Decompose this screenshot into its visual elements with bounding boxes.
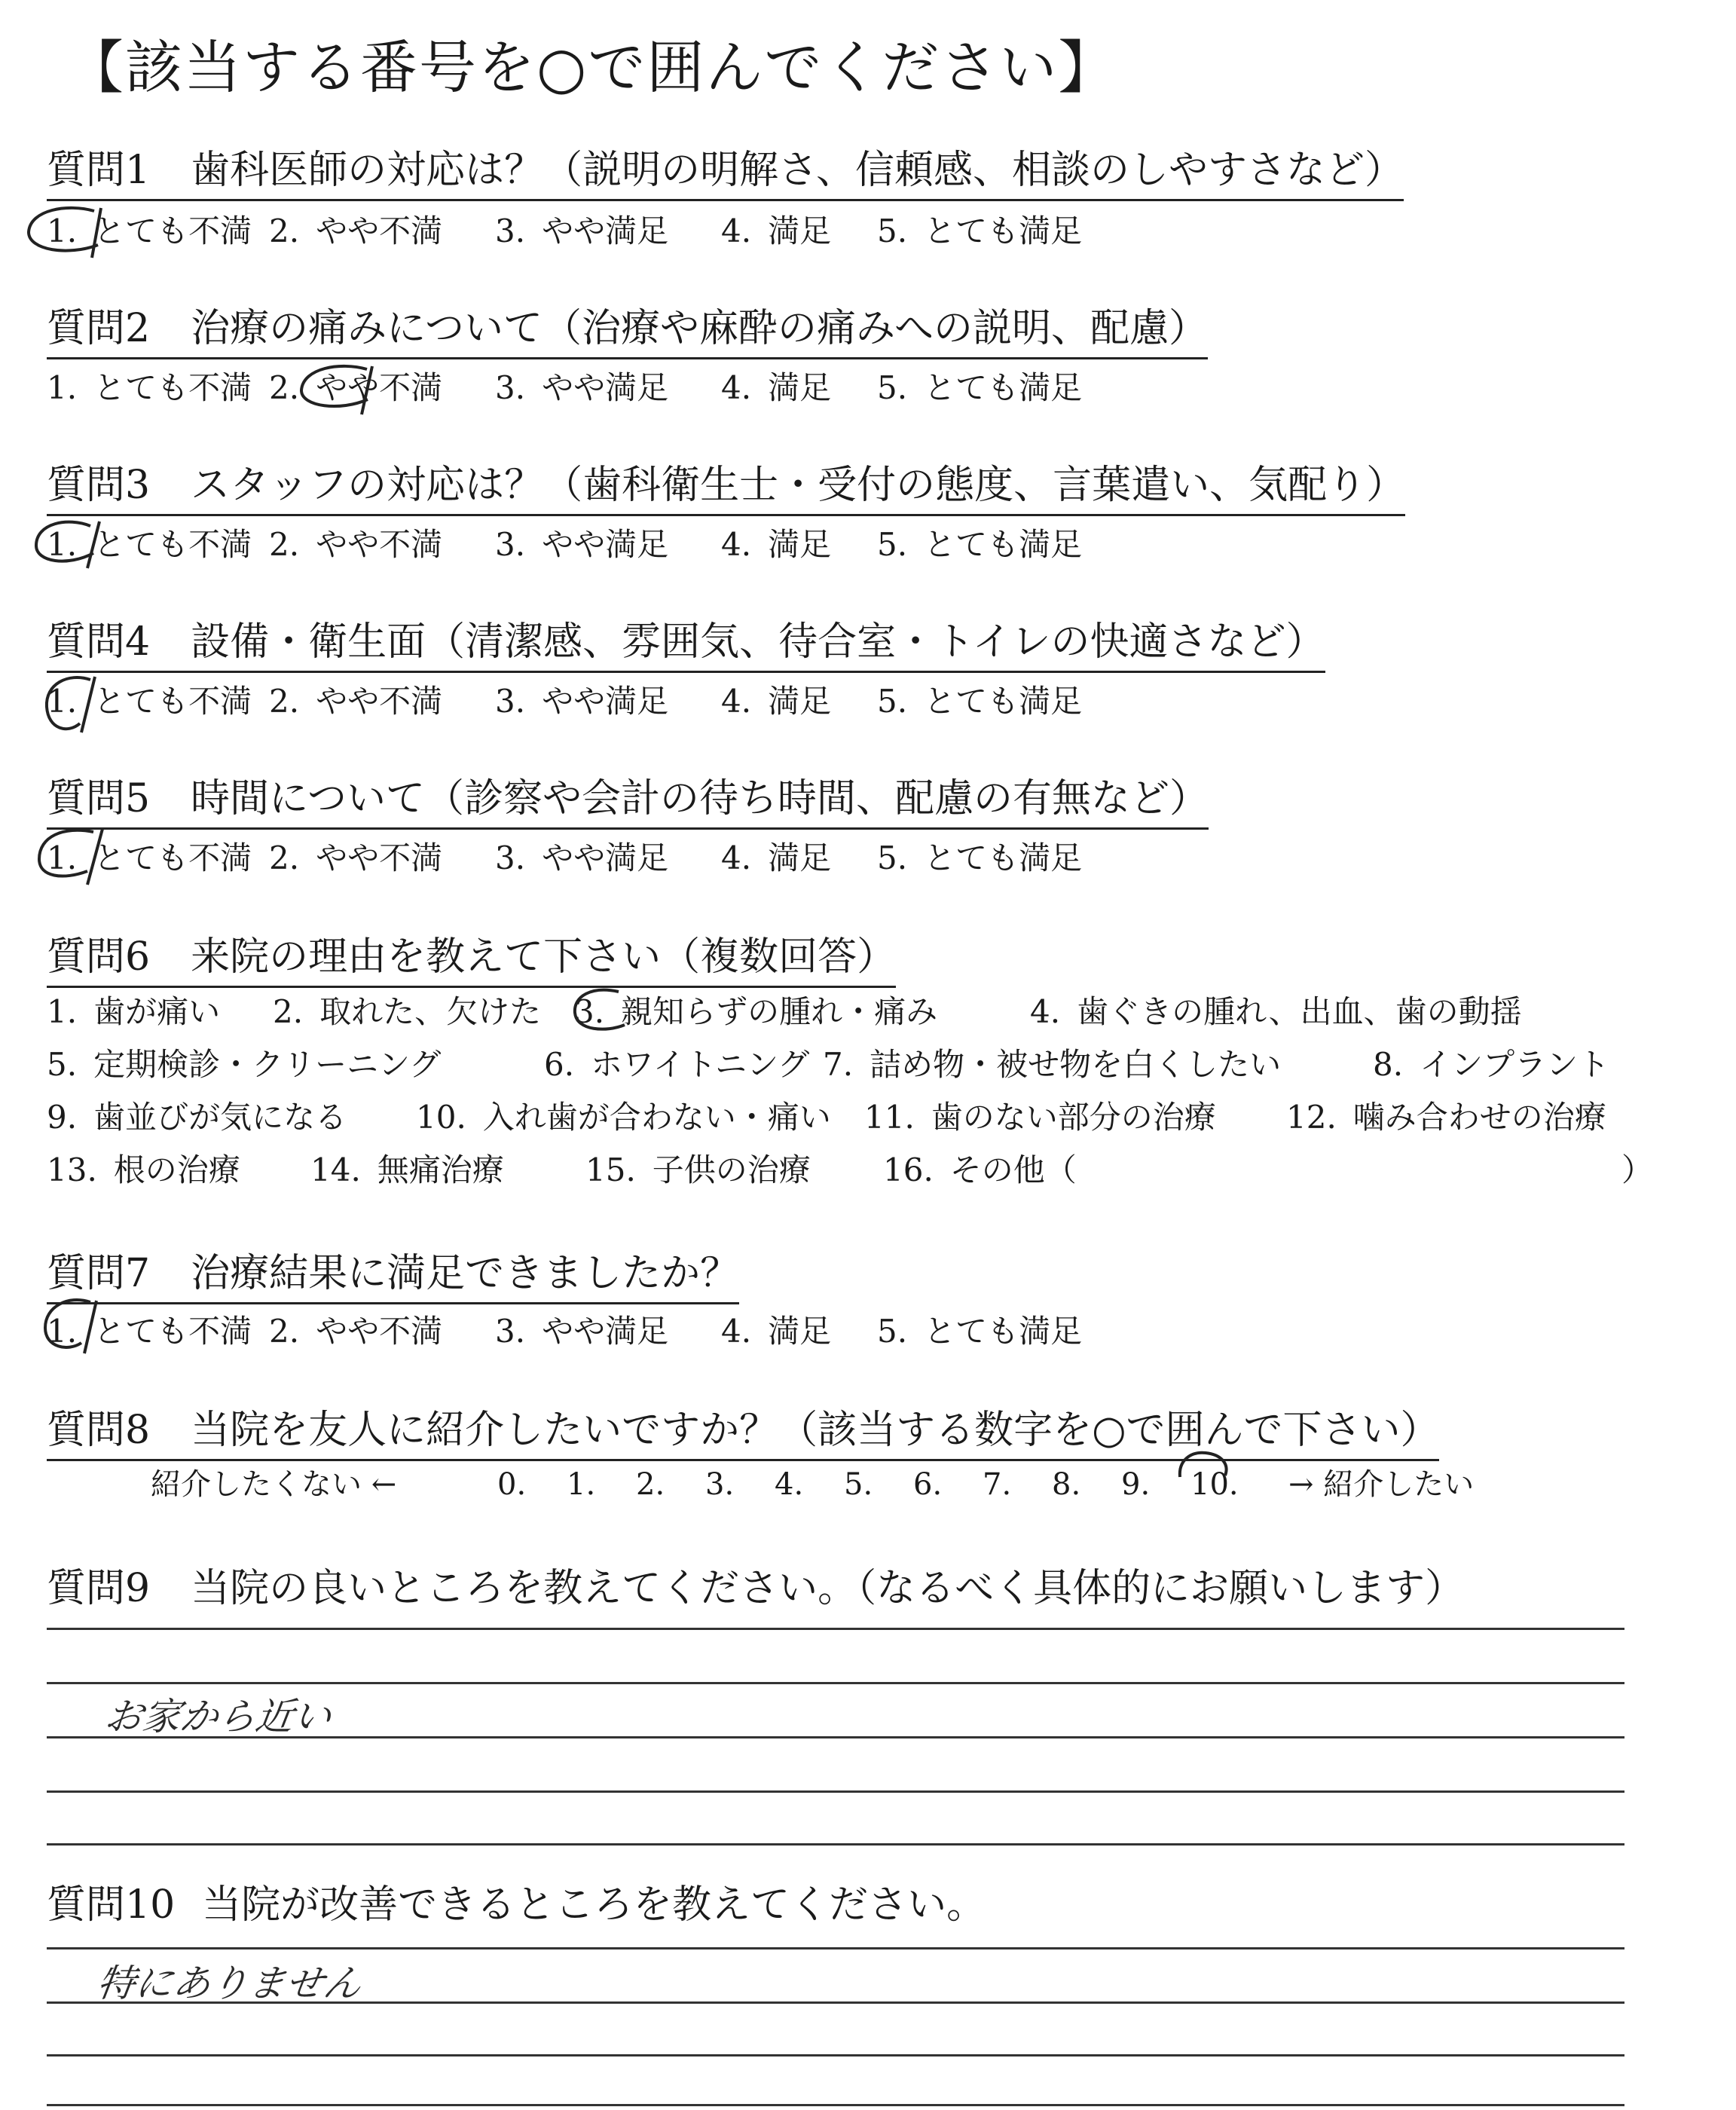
q1-option-3[interactable]: 3. やや満足 (495, 213, 669, 249)
q3-option-3[interactable]: 3. やや満足 (495, 526, 669, 563)
q6-option-6[interactable]: 6. ホワイトニング (544, 1046, 810, 1083)
q7-option-3[interactable]: 3. やや満足 (495, 1313, 669, 1350)
q6-option-2[interactable]: 2. 取れた、欠けた (273, 993, 542, 1030)
question-4-number: 質問4 (47, 619, 151, 665)
question-1-number: 質問1 (47, 148, 151, 193)
q8-option-4[interactable]: 4. (775, 1467, 804, 1502)
q9-answer-line (47, 1628, 1624, 1630)
q8-option-2[interactable]: 2. (636, 1467, 665, 1502)
q2-option-5[interactable]: 5. とても満足 (877, 369, 1083, 406)
question-2-heading (47, 306, 1209, 359)
question-10-heading (47, 1882, 986, 1934)
q10-answer-line (47, 1947, 1624, 1949)
question-2-text: 治療の痛みについて（治療や麻酔の痛みへの説明、配慮） (191, 306, 1209, 351)
q6-option-12[interactable]: 12. 噛み合わせの治療 (1286, 1099, 1606, 1136)
q10-answer-line (47, 2104, 1624, 2106)
q7-option-5[interactable]: 5. とても満足 (877, 1313, 1083, 1350)
question-8-heading (47, 1408, 1440, 1461)
q2-option-2[interactable]: 2. やや不満 (269, 369, 443, 406)
question-9-number: 質問9 (47, 1566, 151, 1611)
question-3-heading (47, 463, 1406, 516)
q1-option-1[interactable]: 1. とても不満 (47, 213, 252, 249)
q3-option-5[interactable]: 5. とても満足 (877, 526, 1083, 563)
q8-scale (151, 1469, 1474, 1500)
q6-row-1 (47, 993, 1522, 1030)
q2-option-3[interactable]: 3. やや満足 (495, 369, 669, 406)
q10-handwritten-answer[interactable]: 特にありません (94, 1962, 365, 2005)
q2-option-4[interactable]: 4. 満足 (721, 369, 832, 406)
page-title: 【該当する番号を○で囲んでください】 (66, 34, 1117, 101)
q2-option-1[interactable]: 1. とても不満 (47, 369, 252, 406)
question-3-options (47, 526, 1083, 563)
question-7-text: 治療結果に満足できましたか？ (191, 1251, 740, 1296)
q6-row-4 (47, 1151, 1654, 1188)
q6-option-11[interactable]: 11. 歯のない部分の治療 (864, 1099, 1216, 1136)
q4-option-5[interactable]: 5. とても満足 (877, 683, 1083, 720)
q6-row-3 (47, 1099, 1606, 1136)
q4-option-1[interactable]: 1. とても不満 (47, 683, 252, 720)
q5-option-2[interactable]: 2. やや不満 (269, 839, 443, 876)
q4-option-3[interactable]: 3. やや満足 (495, 683, 669, 720)
q8-option-7[interactable]: 7. (983, 1467, 1012, 1502)
q4-option-2[interactable]: 2. やや不満 (269, 683, 443, 720)
q8-option-3[interactable]: 3. (705, 1467, 735, 1502)
q7-option-2[interactable]: 2. やや不満 (269, 1313, 443, 1350)
q1-option-2[interactable]: 2. やや不満 (269, 213, 443, 249)
q10-answer-line (47, 2054, 1624, 2056)
q6-option-10[interactable]: 10. 入れ歯が合わない・痛い (416, 1099, 831, 1136)
question-10-text: 当院が改善できるところを教えてください。 (202, 1882, 986, 1928)
q9-handwritten-answer[interactable]: お家から近い (102, 1695, 335, 1738)
question-1-options (47, 213, 1083, 249)
q6-option-16[interactable]: 16. その他（ (883, 1151, 1077, 1188)
q8-option-5[interactable]: 5. (844, 1467, 873, 1502)
q8-option-1[interactable]: 1. (567, 1467, 596, 1502)
question-6-number: 質問6 (47, 934, 151, 980)
question-1-text: 歯科医師の対応は？（説明の明解さ、信頼感、相談のしやすさなど） (191, 148, 1404, 193)
question-3-number: 質問3 (47, 463, 151, 508)
q6-option-3[interactable]: 3. 親知らずの腫れ・痛み (574, 993, 938, 1030)
q1-option-5[interactable]: 5. とても満足 (877, 213, 1083, 249)
question-7-number: 質問7 (47, 1251, 151, 1296)
question-8-number: 質問8 (47, 1408, 151, 1453)
question-3-text: スタッフの対応は？（歯科衛生士・受付の態度、言葉遣い、気配り） (191, 463, 1406, 508)
q6-row-2 (47, 1046, 1610, 1083)
q5-option-1[interactable]: 1. とても不満 (47, 839, 252, 876)
q7-option-4[interactable]: 4. 満足 (721, 1313, 832, 1350)
q5-option-4[interactable]: 4. 満足 (721, 839, 832, 876)
question-5-number: 質問5 (47, 776, 151, 821)
q5-option-3[interactable]: 3. やや満足 (495, 839, 669, 876)
q6-option-7[interactable]: 7. 詰め物・被せ物を白くしたい (823, 1046, 1282, 1083)
q5-option-5[interactable]: 5. とても満足 (877, 839, 1083, 876)
q6-other-close-paren: ） (1621, 1151, 1654, 1188)
q8-option-10[interactable]: 10. (1190, 1467, 1239, 1502)
q6-option-8[interactable]: 8. インプラント (1373, 1046, 1610, 1083)
q8-option-0[interactable]: 0. (497, 1467, 527, 1502)
q4-option-4[interactable]: 4. 満足 (721, 683, 832, 720)
question-4-options (47, 683, 1083, 720)
q8-right-label: → 紹介したい (1288, 1467, 1475, 1502)
q8-option-9[interactable]: 9. (1121, 1467, 1151, 1502)
q1-option-4[interactable]: 4. 満足 (721, 213, 832, 249)
question-2-options (47, 369, 1083, 406)
q6-option-9[interactable]: 9. 歯並びが気になる (47, 1099, 347, 1136)
q9-answer-line (47, 1843, 1624, 1845)
q9-answer-line (47, 1682, 1624, 1684)
question-4-text: 設備・衛生面（清潔感、雰囲気、待合室・トイレの快適さなど） (191, 619, 1325, 665)
question-5-heading (47, 776, 1209, 830)
q8-left-label: 紹介したくない ← (151, 1467, 397, 1502)
q8-option-8[interactable]: 8. (1052, 1467, 1081, 1502)
q8-option-6[interactable]: 6. (913, 1467, 943, 1502)
question-1-heading (47, 148, 1404, 201)
q7-option-1[interactable]: 1. とても不満 (47, 1313, 252, 1350)
question-6-text: 来院の理由を教えて下さい（複数回答） (191, 934, 897, 980)
question-7-options (47, 1313, 1083, 1350)
q3-option-4[interactable]: 4. 満足 (721, 526, 832, 563)
q6-option-5[interactable]: 5. 定期検診・クリーニング (47, 1046, 442, 1083)
question-2-number: 質問2 (47, 306, 151, 351)
q6-option-4[interactable]: 4. 歯ぐきの腫れ、出血、歯の動揺 (1030, 993, 1522, 1030)
question-6-heading (47, 934, 897, 988)
question-10-number: 質問10 (47, 1882, 176, 1928)
q6-option-1[interactable]: 1. 歯が痛い (47, 993, 221, 1030)
q9-answer-line (47, 1790, 1624, 1793)
q6-option-13[interactable]: 13. 根の治療 (47, 1151, 240, 1188)
question-8-text: 当院を友人に紹介したいですか？（該当する数字を○で囲んで下さい） (191, 1408, 1440, 1453)
q6-option-14[interactable]: 14. 無痛治療 (310, 1151, 504, 1188)
question-5-options (47, 839, 1083, 876)
question-9-text: 当院の良いところを教えてください。（なるべく具体的にお願いします） (191, 1566, 1465, 1611)
q3-option-2[interactable]: 2. やや不満 (269, 526, 443, 563)
question-5-text: 時間について（診察や会計の待ち時間、配慮の有無など） (191, 776, 1209, 821)
q6-option-15[interactable]: 15. 子供の治療 (585, 1151, 811, 1188)
question-4-heading (47, 619, 1325, 673)
question-7-heading (47, 1251, 740, 1304)
question-9-heading (47, 1566, 1465, 1617)
q3-option-1[interactable]: 1. とても不満 (47, 526, 252, 563)
